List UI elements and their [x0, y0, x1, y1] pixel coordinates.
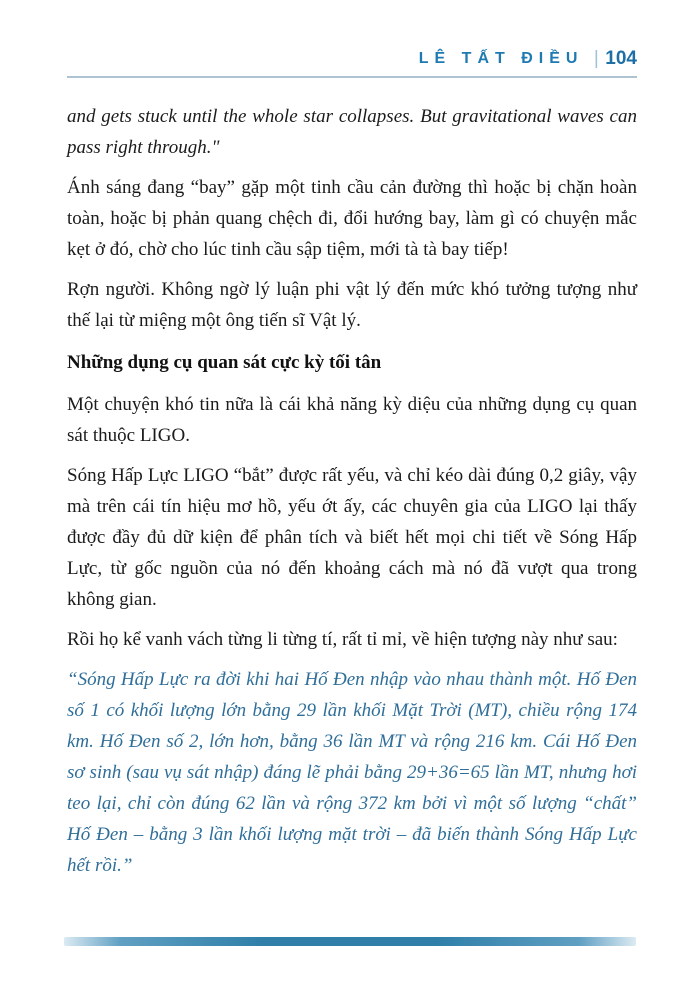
paragraph-english-quote: and gets stuck until the whole star collapses. But gravitational waves can pass right through." — [67, 106, 637, 158]
paragraph-signal-analysis: Sóng Hấp Lực LIGO “bắt” được rất yếu, và chỉ kéo dài đúng 0,2 giây, vậy mà trên cái tín hiệu mơ hồ, yếu ớt ấy, các chuyên gia của LIGO lại thấy được đầy đủ dữ kiện để phân tích và biết hết mọi chi tiết về Sóng Hấp Lực, từ gốc nguồn của nó đến khoảng cách mà nó đã vượt qua trong không gian. — [67, 465, 637, 610]
paragraph-ligo-intro: Một chuyện khó tin nữa là cái khả năng kỳ diệu của những dụng cụ quan sát thuộc LIGO. — [67, 394, 637, 446]
header-separator: | — [593, 48, 599, 69]
running-head — [67, 48, 637, 70]
paragraph-roi-ho-ke: Rồi họ kể vanh vách từng li từng tí, rất tỉ mỉ, về hiện tượng này như sau: — [67, 629, 618, 650]
footer-decoration-bar — [64, 937, 636, 946]
paragraph-blackhole-quote: “Sóng Hấp Lực ra đời khi hai Hố Đen nhập vào nhau thành một. Hố Đen số 1 có khối lượng lớn bằng 29 lần khối Mặt Trời (MT), chiều rộng 174 km. Hố Đen số 2, lớn hơn, bằng 36 lần MT và rộng 216 km. Cái Hố Đen sơ sinh (sau vụ sát nhập) đáng lẽ phải bằng 29+36=65 lần MT, nhưng hơi teo lại, chỉ còn đúng 62 lần và rộng 372 km bởi vì một số lượng “chất” Hố Đen – bằng 3 lần khối lượng mặt trời – đã biến thành Sóng Hấp Lực hết rồi.” — [67, 669, 637, 876]
page-header — [0, 0, 700, 78]
paragraph-light-blocked: Ánh sáng đang “bay” gặp một tinh cầu cản đường thì hoặc bị chặn hoàn toàn, hoặc bị phản quang chệch đi, đổi hướng bay, làm gì có chuyện mắc kẹt ở đó, chờ cho lúc tinh cầu sập tiệm, mới tà tà bay tiếp! — [67, 177, 637, 260]
section-heading: Những dụng cụ quan sát cực kỳ tối tân — [67, 352, 382, 373]
page-number: 104 — [605, 48, 637, 69]
running-head-author: LÊ TẤT ĐIỀU — [418, 50, 584, 67]
paragraph-ron-nguoi: Rợn người. Không ngờ lý luận phi vật lý đến mức khó tưởng tượng như thế lại từ miệng một ông tiến sĩ Vật lý. — [67, 279, 637, 331]
page-body — [0, 78, 700, 881]
